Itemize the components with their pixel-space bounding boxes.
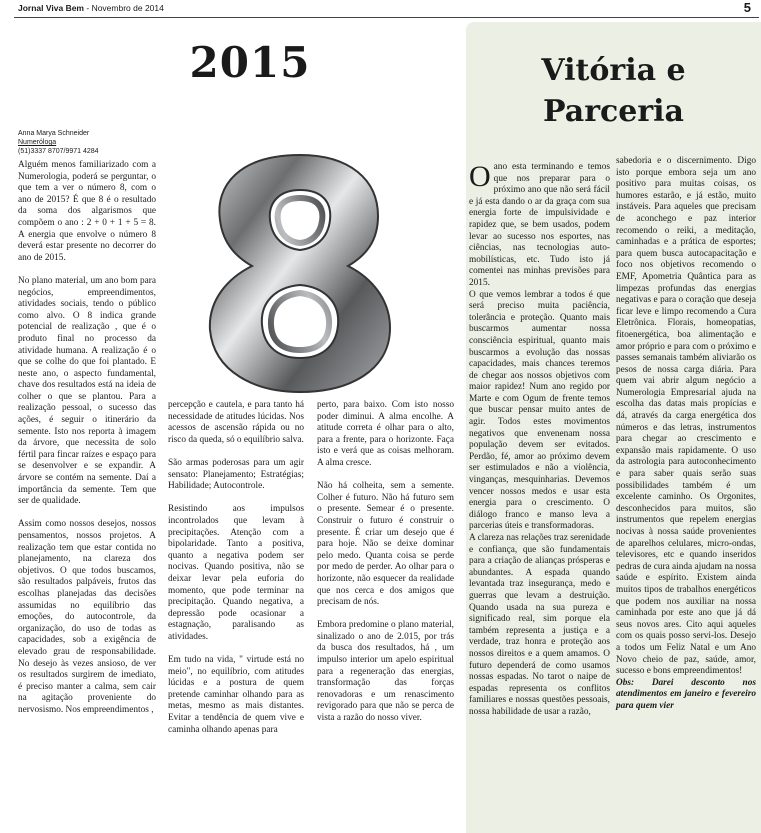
paragraph bbox=[469, 162, 610, 290]
number-eight-illustration bbox=[190, 150, 410, 395]
article-2015-column-3 bbox=[317, 400, 454, 736]
paragraph: No plano material, um ano bom para negócios, empreendimentos, atividades sociais, tendo o público como alvo. O 8 indica grande potencial de realização , que é o produto final no processo da atividade humana. A realização é o que se colhe do que foi plantado. E neste ano, o aspecto fundamental, chave dos resultados está na ideia de colher o que se plantou. Para a realização pessoal, o sucesso das ações, é seguir o itinerário da semente. Isto nos reporta à imagem da árvore, que necessita de solo fértil para fincar raízes e espaço para se desenvolver e se expandir. A árvore se contém na semente. Daí a importância da semente. Tem que ser de qualidade. bbox=[18, 275, 156, 507]
paragraph: Alguém menos familiarizado com a Numerologia, poderá se perguntar, o que tem a ver o número 8, com o ano de 2015? É que 8 é o resultado da soma dos algarismos que compõem o ano : 2 + 0 + 1 + 5 = 8. A energia que envolve o número 8 deverá estar presente no decorrer do ano de 2015. bbox=[18, 160, 156, 263]
paragraph: sabedoria e o discernimento. Digo isto porque embora seja um ano positivo para muitas coisas, os humores estarão, e já estão, muito instáveis. Para aqueles que precisam de aconchego e paz interior recomendo o reiki, a meditação, caminhadas e a prática de esportes; para quem busca autocapacitação e foco nos objetivos recomendo o EMF, Apometria Quântica para as limpezas profundas das energias negativas e para o coração que deseja ficar leve e limpo recomendo a Cura Eletrônica. Florais, homeopatias, fitoenergética, boa alimentação e amor próprio e para com o próximo e passes semanais também aliviarão os pesos de nossa carga diária. Para quem vai abrir algum negócio a Numerologia Empresarial ajuda na escolha das datas mais propícias e dá, através da carga energética dos números e das letras, instrumentos para chegar ao crescimento e expansão mais rapidamente. O uso da astrologia para autoconhecimento e para saber quais serão suas possibilidades também é um excelente caminho. Os Orgonites, desconhecidos para muitos, são instrumentos que repelem energias nocivas à nossa saúde provenientes de aparelhos celulares, micro-ondas, televisores, etc e quando inseridos pedras de cura ainda ajudam na nossa saúde e espírito. Existem ainda muitos tipos de trabalhos energéticos que podem nos auxiliar na nossa caminhada por este ano que já dá seus novos ares. Cito aqui aqueles com os quais posso servi-los. Desejo a todos um Feliz Natal e um Ano Novo cheio de paz, saúde, amor, sucesso e bons empreendimentos! bbox=[616, 156, 756, 677]
paragraph: Embora predomine o plano material, sinalizado o ano de 2.015, por trás da busca dos resultados, há , um impulso interior um apelo espiritual para a regeneração das energias, transformação das forças renovadoras e um renascimento revigorado para que não se perca de vista a razão do nosso viver. bbox=[317, 620, 454, 724]
header-divider bbox=[14, 17, 759, 18]
paragraph: São armas poderosas para um agir sensato: Planejamento; Estratégias; Habilidade; Autocontrole. bbox=[168, 457, 304, 492]
page-header bbox=[0, 0, 761, 18]
article-2015-column-1 bbox=[18, 160, 156, 728]
paragraph: Não há colheita, sem a semente. Colher é futuro. Não há futuro sem o presente. Semear é o presente. Construir o futuro é construir o presente. É criar um desejo que é para hoje. Não se deixe dominar pelo medo. Quanta coisa se perde por medo de perder. Ao olhar para o horizonte, não esquecer da realidade que nos cerca e dos amigos que precisam de nós. bbox=[317, 481, 454, 608]
paragraph: perto, para baixo. Com isto nosso poder diminui. A alma encolhe. A atitude correta é olhar para o alto, para a frente, para o horizonte. Faça isto e verá que as coisas melhoram. A alma cresce. bbox=[317, 400, 454, 468]
paragraph: A clareza nas relações traz serenidade e confiança, que são fundamentais para a criação de alianças prósperas e abundantes. A espada quando levantada traz insegurança, medo e guerras que levam a destruição. Quando usada na sua pureza e significado real, sim porque ela também representa a justiça e a verdade, traz honra e proteção aos nossos direitos e a quem amamos. O futuro dependerá de como usamos nossas espadas. No tarot o naipe de espadas representa os conflitos familiares e nossas questões pessoais, nossa habilidade de usar a razão, bbox=[469, 533, 610, 717]
article-title-2015: 2015 bbox=[189, 38, 311, 87]
paragraph: percepção e cautela, e para tanto há necessidade de atitudes lúcidas. Nos acessos de ascensão rápida ou no risco da queda, só o equilíbrio salva. bbox=[168, 400, 304, 445]
header-masthead bbox=[18, 3, 164, 13]
author-role: Numeróloga bbox=[18, 139, 57, 146]
drop-cap: O bbox=[469, 160, 491, 193]
article-2015-column-2 bbox=[168, 400, 304, 748]
article-title-vitoria-e-parceria: Vitória e Parceria bbox=[541, 53, 686, 129]
eight-shape bbox=[210, 155, 390, 392]
paragraph: Em tudo na vida, " virtude está no meio", no equilíbrio, com atitudes lúcidas e a postura de quem pretende caminhar olhando para as metas, mesmo as mais distantes. Evitar a tendência de quem vive e caminha olhando apenas para bbox=[168, 655, 304, 735]
author-name: Anna Marya Schneider bbox=[18, 130, 90, 137]
publication-name: Jornal Viva Bem bbox=[18, 3, 84, 13]
article-vitoria-column-2 bbox=[616, 156, 756, 724]
author-byline bbox=[18, 129, 168, 156]
paragraph: Resistindo aos impulsos incontrolados que levam à precipitações. Atenção com a bipolaridade. Tanto a positiva, quanto a negativa podem ser nocivas. Quando positiva, não se deixar levar pela euforia do momento, que pode terminar na precipitação. Quando negativa, a depressão pode ocasionar a estagnação, paralisando as atividades. bbox=[168, 504, 304, 642]
author-phone: (51)3337 8707/9971 4284 bbox=[18, 148, 99, 155]
discount-note: Obs: Darei desconto nos atendimentos em janeiro e fevereiro para quem vier bbox=[616, 677, 756, 711]
page-number: 5 bbox=[743, 0, 751, 15]
paragraph: O que vemos lembrar a todos é que será preciso muita paciência, tolerância e proteção. Quanto mais buscarmos aumentar nossa consciência espiritual, quanto mais buscarmos a evolução das nossas capacidades, mais chances teremos de chegar aos nossos objetivos com maior rapidez! Num ano regido por Marte e com Ogum de frente temos que buscar pensar muito antes de agir. Todos estes movimentos negativos que envenenam nossa população devem ser evitados. Perdão, fé, amor ao próximo devem ser estimulados e não a violência, vinganças, mesquinharias. Devemos vencer nossos medos e usar esta energia para o crescimento. O diálogo franco e manso leva a parcerias úteis e transformadoras. bbox=[469, 289, 610, 532]
paragraph: Assim como nossos desejos, nossos pensamentos, nossos projetos. A realização tem que estar contida no planejamento, na clareza dos objetivos. O que todos buscamos, são resultados palpáveis, frutos das escolhas planejadas das decisões assumidas no equilíbrio das emoções, do autocontrole, da organização, do uso de todas as capacidades, sob a exigência de elevado grau de responsabilidade. No desejo às vezes ansioso, de ver os resultados surgirem de imediato, é preciso manter a calma, sem cair na agitação proveniente do nervosismo. Nos empreendimentos , bbox=[18, 519, 156, 715]
article-vitoria-column-1 bbox=[469, 162, 610, 730]
issue-date: - Novembro de 2014 bbox=[86, 3, 164, 13]
paragraph-text: ano esta terminando e temos que nos preparar para o próximo ano que não será fácil e já esta dando o ar da graça com sua energia forte de impulsividade e rapidez que, se bem usados, podem levar ao sucesso nos esportes, nas ciências, nas tecnologias auto-mobilísticas, etc. Tudo isto já comentei nas minhas previsões para 2015. bbox=[469, 162, 610, 288]
